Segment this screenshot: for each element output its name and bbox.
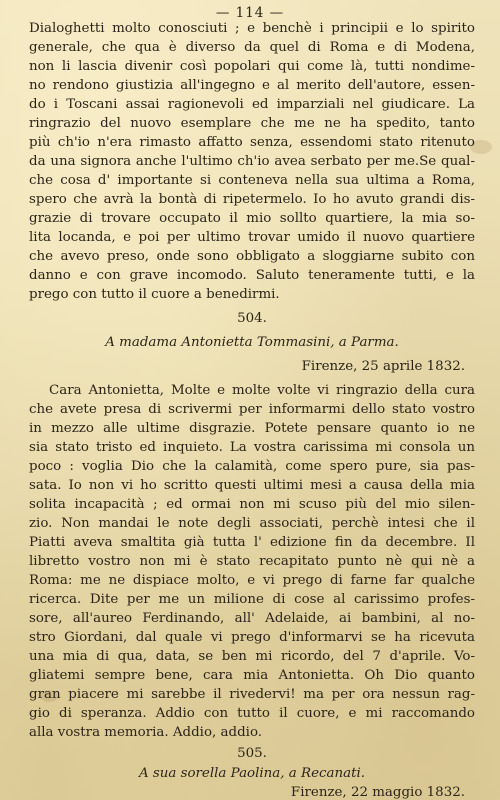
text-line: ringrazio del nuovo esemplare che me ne ha spedito, tanto xyxy=(29,116,475,131)
text-line: sata. Io non vi ho scritto questi ultimi mesi a causa della mia xyxy=(29,478,475,493)
text-line: sia stato tristo ed inquieto. La vostra carissima mi consola un xyxy=(29,440,475,455)
text-line: solita incapacità ; ed ormai non mi scuso più del mio silen- xyxy=(29,497,475,512)
text-line: una mia di qua, data, se ben mi ricordo, del 7 d'aprile. Vo- xyxy=(29,649,475,664)
text-line: generale, che qua è diverso da quel di Roma e di Modena, xyxy=(29,40,475,55)
letter-date: Firenze, 22 maggio 1832. xyxy=(290,785,465,800)
text-line: zio. Non mandai le note degli associati, perchè intesi che il xyxy=(29,516,475,531)
letter-recipient: A madama Antonietta Tommasini, a Parma. xyxy=(105,335,399,350)
text-line: che cosa d' importante si conteneva nella sua ultima a Roma, xyxy=(29,173,475,188)
text-line: prego con tutto il cuore a benedirmi. xyxy=(29,287,280,302)
letter-number: 504. xyxy=(237,311,267,326)
text-line: ricerca. Dite per me un milione di cose al carissimo profes- xyxy=(29,592,475,607)
text-line: alla vostra memoria. Addio, addio. xyxy=(29,725,263,740)
text-line: da una signora anche l'ultimo ch'io avea serbato per me.Se qual- xyxy=(29,154,475,169)
text-line: Roma: me ne dispiace molto, e vi prego di farne far qualche xyxy=(29,573,475,588)
text-line: in mezzo alle ultime disgrazie. Potete pensare quanto io ne xyxy=(29,421,475,436)
text-line: danno e con grave incomodo. Saluto teneramente tutti, e la xyxy=(29,268,475,283)
text-line: libretto vostro non mi è stato recapitato punto nè qui nè a xyxy=(29,554,475,569)
text-line: stro Giordani, dal quale vi prego d'informarvi se ha ricevuta xyxy=(29,630,475,645)
text-line: non li lascia divenir così popolari qui come là, tutti nondime- xyxy=(29,59,475,74)
text-line: più ch'io n'era rimasto affatto senza, essendomi stato ritenuto xyxy=(29,135,475,150)
text-line: Dialoghetti molto conosciuti ; e benchè i principii e lo spirito xyxy=(29,21,475,36)
page-number: — 114 — xyxy=(215,5,285,21)
letter-number: 505. xyxy=(237,746,267,761)
text-line: che avete presa di scrivermi per informarmi dello stato vostro xyxy=(29,402,475,417)
text-line: che avevo preso, onde sono obbligato a sloggiarne subito con xyxy=(29,249,475,264)
text-line: poco : voglia Dio che la calamità, come spero pure, sia pas- xyxy=(29,459,475,474)
text-line: grazie di trovare occupato il mio sollto quartiere, la mia so- xyxy=(29,211,475,226)
text-line: lita locanda, e poi per ultimo trovar umido il nuovo quartiere xyxy=(29,230,475,245)
text-line: Cara Antonietta, Molte e molte volte vi ringrazio della cura xyxy=(49,383,475,398)
text-line: sore, all'aureo Ferdinando, all' Adelaide, ai bambini, al no- xyxy=(29,611,475,626)
text-line: no rendono giustizia all'ingegno e al merito dell'autore, essen- xyxy=(29,78,475,93)
letter-recipient: A sua sorella Paolina, a Recanati. xyxy=(138,766,366,781)
text-line: gran piacere mi sarebbe il rivedervi! ma per ora nessun rag- xyxy=(29,687,475,702)
text-line: spero che avrà la bontà di ripetermelo. Io ho avuto grandi dis- xyxy=(29,192,475,207)
text-line: gliatemi sempre bene, cara mia Antonietta. Oh Dio quanto xyxy=(29,668,475,683)
text-line: gio di speranza. Addio con tutto il cuore, e mi raccomando xyxy=(29,706,475,721)
text-line: do i Toscani assai ragionevoli ed imparziali nel giudicare. La xyxy=(29,97,475,112)
text-line: Piatti aveva smaltita già tutta l' edizione fin da decembre. Il xyxy=(29,535,475,550)
letter-date: Firenze, 25 aprile 1832. xyxy=(301,359,465,374)
